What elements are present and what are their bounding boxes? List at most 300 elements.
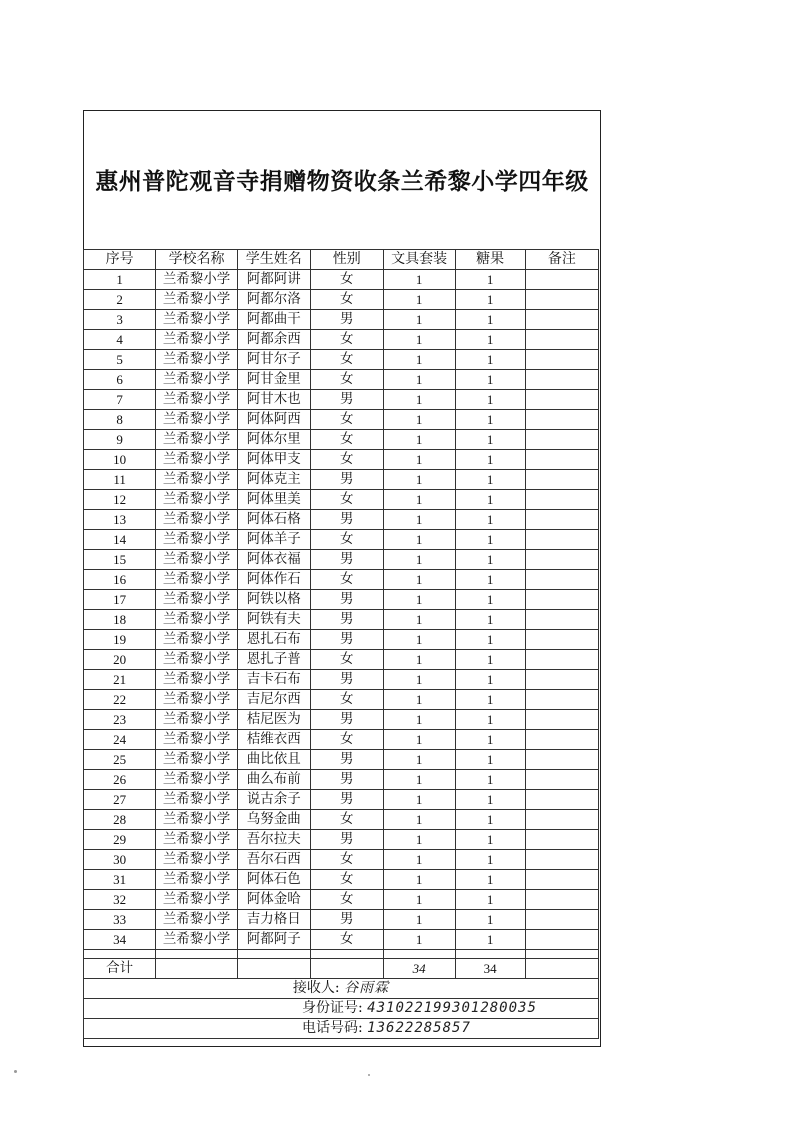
table-row <box>84 550 599 570</box>
notes <box>525 710 598 730</box>
gender: 女 <box>310 290 383 310</box>
row-index: 8 <box>84 410 156 430</box>
student-name: 吉尼尔西 <box>237 690 310 710</box>
student-name: 阿甘金里 <box>237 370 310 390</box>
col-header-notes: 备注 <box>525 250 598 270</box>
student-name: 乌努金曲 <box>237 810 310 830</box>
student-name: 吉卡石布 <box>237 670 310 690</box>
stationery-count: 1 <box>383 550 455 570</box>
notes <box>525 270 598 290</box>
stationery-count: 1 <box>383 590 455 610</box>
candy-count: 1 <box>455 690 525 710</box>
candy-count: 1 <box>455 610 525 630</box>
notes <box>525 630 598 650</box>
table-row <box>84 410 599 430</box>
table-row <box>84 850 599 870</box>
notes <box>525 850 598 870</box>
table-row <box>84 870 599 890</box>
stationery-count: 1 <box>383 770 455 790</box>
candy-count: 1 <box>455 290 525 310</box>
school-name: 兰希黎小学 <box>156 590 238 610</box>
student-name: 阿都余西 <box>237 330 310 350</box>
gender: 女 <box>310 450 383 470</box>
row-index: 7 <box>84 390 156 410</box>
table-row <box>84 290 599 310</box>
col-header-candy: 糖果 <box>455 250 525 270</box>
row-index: 28 <box>84 810 156 830</box>
table-row <box>84 610 599 630</box>
student-name: 阿都尔洛 <box>237 290 310 310</box>
stationery-count: 1 <box>383 730 455 750</box>
table-row <box>84 630 599 650</box>
table-row <box>84 390 599 410</box>
student-name: 吾尔石西 <box>237 850 310 870</box>
notes <box>525 350 598 370</box>
col-header-stationery: 文具套装 <box>383 250 455 270</box>
row-index: 20 <box>84 650 156 670</box>
notes <box>525 370 598 390</box>
stationery-count: 1 <box>383 870 455 890</box>
notes <box>525 450 598 470</box>
stationery-count: 1 <box>383 890 455 910</box>
stationery-count: 1 <box>383 410 455 430</box>
candy-count: 1 <box>455 790 525 810</box>
gender: 男 <box>310 910 383 930</box>
notes <box>525 610 598 630</box>
gender: 女 <box>310 870 383 890</box>
student-name: 曲比依且 <box>237 750 310 770</box>
school-name: 兰希黎小学 <box>156 930 238 950</box>
stationery-count: 1 <box>383 650 455 670</box>
school-name: 兰希黎小学 <box>156 370 238 390</box>
student-name: 曲么布前 <box>237 770 310 790</box>
school-name: 兰希黎小学 <box>156 870 238 890</box>
id-number-row <box>84 999 599 1019</box>
candy-count: 1 <box>455 770 525 790</box>
school-name: 兰希黎小学 <box>156 810 238 830</box>
notes <box>525 310 598 330</box>
row-index: 25 <box>84 750 156 770</box>
gender: 女 <box>310 330 383 350</box>
row-index: 30 <box>84 850 156 870</box>
stationery-count: 1 <box>383 710 455 730</box>
receiver-row <box>84 979 599 999</box>
notes <box>525 890 598 910</box>
total-stationery: 34 <box>383 959 455 979</box>
notes <box>525 470 598 490</box>
phone-row <box>84 1019 599 1039</box>
gender: 男 <box>310 550 383 570</box>
donation-table <box>83 249 599 1039</box>
id-number-value: 431022199301280035 <box>367 1000 537 1016</box>
gender: 女 <box>310 430 383 450</box>
table-row <box>84 590 599 610</box>
candy-count: 1 <box>455 310 525 330</box>
row-index: 15 <box>84 550 156 570</box>
table-row <box>84 370 599 390</box>
table-row <box>84 450 599 470</box>
row-index: 3 <box>84 310 156 330</box>
gender: 男 <box>310 510 383 530</box>
gender: 男 <box>310 310 383 330</box>
student-name: 阿铁有夫 <box>237 610 310 630</box>
notes <box>525 570 598 590</box>
student-name: 阿体羊子 <box>237 530 310 550</box>
notes <box>525 410 598 430</box>
notes <box>525 490 598 510</box>
table-row <box>84 650 599 670</box>
student-name: 桔尼医为 <box>237 710 310 730</box>
notes <box>525 830 598 850</box>
student-name: 阿体阿西 <box>237 410 310 430</box>
row-index: 12 <box>84 490 156 510</box>
stationery-count: 1 <box>383 670 455 690</box>
gender: 男 <box>310 770 383 790</box>
table-row <box>84 770 599 790</box>
student-name: 阿甘尔子 <box>237 350 310 370</box>
spacer-row <box>84 950 599 959</box>
gender: 男 <box>310 630 383 650</box>
stationery-count: 1 <box>383 530 455 550</box>
school-name: 兰希黎小学 <box>156 390 238 410</box>
gender: 男 <box>310 610 383 630</box>
stationery-count: 1 <box>383 570 455 590</box>
notes <box>525 430 598 450</box>
row-index: 29 <box>84 830 156 850</box>
document-title: 惠州普陀观音寺捐赠物资收条兰希黎小学四年级 <box>95 168 589 195</box>
total-candy: 34 <box>455 959 525 979</box>
header-row <box>84 250 599 270</box>
receiver-label: 接收人: <box>292 980 340 996</box>
row-index: 23 <box>84 710 156 730</box>
gender: 男 <box>310 470 383 490</box>
row-index: 2 <box>84 290 156 310</box>
row-index: 31 <box>84 870 156 890</box>
table-row <box>84 330 599 350</box>
school-name: 兰希黎小学 <box>156 650 238 670</box>
notes <box>525 810 598 830</box>
student-name: 阿甘木也 <box>237 390 310 410</box>
candy-count: 1 <box>455 670 525 690</box>
gender: 女 <box>310 930 383 950</box>
scan-speck <box>14 1070 17 1073</box>
student-name: 阿体金哈 <box>237 890 310 910</box>
candy-count: 1 <box>455 270 525 290</box>
candy-count: 1 <box>455 430 525 450</box>
gender: 女 <box>310 350 383 370</box>
school-name: 兰希黎小学 <box>156 890 238 910</box>
school-name: 兰希黎小学 <box>156 790 238 810</box>
gender: 男 <box>310 670 383 690</box>
candy-count: 1 <box>455 910 525 930</box>
notes <box>525 770 598 790</box>
student-name: 阿体作石 <box>237 570 310 590</box>
school-name: 兰希黎小学 <box>156 910 238 930</box>
candy-count: 1 <box>455 870 525 890</box>
school-name: 兰希黎小学 <box>156 290 238 310</box>
table-row <box>84 690 599 710</box>
school-name: 兰希黎小学 <box>156 730 238 750</box>
notes <box>525 290 598 310</box>
candy-count: 1 <box>455 730 525 750</box>
id-number-label: 身份证号: <box>302 1000 363 1016</box>
candy-count: 1 <box>455 470 525 490</box>
student-name: 阿体石格 <box>237 510 310 530</box>
student-name: 吾尔拉夫 <box>237 830 310 850</box>
student-name: 阿都阿讲 <box>237 270 310 290</box>
col-header-index: 序号 <box>84 250 156 270</box>
stationery-count: 1 <box>383 310 455 330</box>
school-name: 兰希黎小学 <box>156 270 238 290</box>
school-name: 兰希黎小学 <box>156 850 238 870</box>
school-name: 兰希黎小学 <box>156 350 238 370</box>
school-name: 兰希黎小学 <box>156 630 238 650</box>
row-index: 26 <box>84 770 156 790</box>
candy-count: 1 <box>455 890 525 910</box>
stationery-count: 1 <box>383 790 455 810</box>
stationery-count: 1 <box>383 910 455 930</box>
stationery-count: 1 <box>383 290 455 310</box>
notes <box>525 790 598 810</box>
row-index: 6 <box>84 370 156 390</box>
notes <box>525 530 598 550</box>
school-name: 兰希黎小学 <box>156 710 238 730</box>
school-name: 兰希黎小学 <box>156 330 238 350</box>
notes <box>525 390 598 410</box>
stationery-count: 1 <box>383 610 455 630</box>
school-name: 兰希黎小学 <box>156 430 238 450</box>
row-index: 1 <box>84 270 156 290</box>
student-name: 阿体衣福 <box>237 550 310 570</box>
candy-count: 1 <box>455 930 525 950</box>
school-name: 兰希黎小学 <box>156 310 238 330</box>
row-index: 13 <box>84 510 156 530</box>
stationery-count: 1 <box>383 810 455 830</box>
row-index: 5 <box>84 350 156 370</box>
stationery-count: 1 <box>383 450 455 470</box>
candy-count: 1 <box>455 850 525 870</box>
school-name: 兰希黎小学 <box>156 450 238 470</box>
table-row <box>84 490 599 510</box>
candy-count: 1 <box>455 710 525 730</box>
row-index: 11 <box>84 470 156 490</box>
table-row <box>84 270 599 290</box>
row-index: 22 <box>84 690 156 710</box>
candy-count: 1 <box>455 750 525 770</box>
table-row <box>84 350 599 370</box>
table-row <box>84 750 599 770</box>
notes <box>525 590 598 610</box>
student-name: 桔维衣西 <box>237 730 310 750</box>
student-name: 阿体尔里 <box>237 430 310 450</box>
candy-count: 1 <box>455 350 525 370</box>
stationery-count: 1 <box>383 330 455 350</box>
row-index: 32 <box>84 890 156 910</box>
candy-count: 1 <box>455 450 525 470</box>
candy-count: 1 <box>455 830 525 850</box>
candy-count: 1 <box>455 530 525 550</box>
student-name: 阿都阿子 <box>237 930 310 950</box>
student-name: 恩扎石布 <box>237 630 310 650</box>
gender: 女 <box>310 270 383 290</box>
gender: 女 <box>310 850 383 870</box>
gender: 女 <box>310 490 383 510</box>
school-name: 兰希黎小学 <box>156 470 238 490</box>
total-label: 合计 <box>84 959 156 979</box>
candy-count: 1 <box>455 630 525 650</box>
notes <box>525 650 598 670</box>
stationery-count: 1 <box>383 470 455 490</box>
row-index: 16 <box>84 570 156 590</box>
stationery-count: 1 <box>383 690 455 710</box>
student-name: 阿体克主 <box>237 470 310 490</box>
notes <box>525 690 598 710</box>
table-row <box>84 790 599 810</box>
row-index: 34 <box>84 930 156 950</box>
gender: 男 <box>310 390 383 410</box>
table-row <box>84 810 599 830</box>
student-name: 阿体里美 <box>237 490 310 510</box>
row-index: 21 <box>84 670 156 690</box>
row-index: 24 <box>84 730 156 750</box>
student-name: 阿体石色 <box>237 870 310 890</box>
gender: 男 <box>310 710 383 730</box>
row-index: 27 <box>84 790 156 810</box>
school-name: 兰希黎小学 <box>156 830 238 850</box>
school-name: 兰希黎小学 <box>156 490 238 510</box>
stationery-count: 1 <box>383 370 455 390</box>
table-row <box>84 430 599 450</box>
table-row <box>84 710 599 730</box>
candy-count: 1 <box>455 390 525 410</box>
stationery-count: 1 <box>383 930 455 950</box>
candy-count: 1 <box>455 410 525 430</box>
stationery-count: 1 <box>383 630 455 650</box>
table-row <box>84 910 599 930</box>
gender: 女 <box>310 810 383 830</box>
stationery-count: 1 <box>383 850 455 870</box>
row-index: 10 <box>84 450 156 470</box>
table-row <box>84 890 599 910</box>
col-header-student: 学生姓名 <box>237 250 310 270</box>
candy-count: 1 <box>455 490 525 510</box>
notes <box>525 730 598 750</box>
gender: 女 <box>310 530 383 550</box>
table-body <box>84 270 599 950</box>
notes <box>525 930 598 950</box>
school-name: 兰希黎小学 <box>156 530 238 550</box>
stationery-count: 1 <box>383 750 455 770</box>
row-index: 33 <box>84 910 156 930</box>
scan-speck <box>368 1074 370 1076</box>
school-name: 兰希黎小学 <box>156 750 238 770</box>
notes <box>525 670 598 690</box>
stationery-count: 1 <box>383 390 455 410</box>
row-index: 4 <box>84 330 156 350</box>
table-row <box>84 730 599 750</box>
school-name: 兰希黎小学 <box>156 770 238 790</box>
candy-count: 1 <box>455 550 525 570</box>
stationery-count: 1 <box>383 430 455 450</box>
student-name: 阿体甲支 <box>237 450 310 470</box>
row-index: 19 <box>84 630 156 650</box>
phone-label: 电话号码: <box>302 1020 363 1036</box>
receipt-sheet <box>83 110 601 1047</box>
row-index: 17 <box>84 590 156 610</box>
school-name: 兰希黎小学 <box>156 690 238 710</box>
gender: 男 <box>310 830 383 850</box>
row-index: 14 <box>84 530 156 550</box>
stationery-count: 1 <box>383 270 455 290</box>
gender: 女 <box>310 730 383 750</box>
phone-value: 13622285857 <box>367 1020 471 1036</box>
candy-count: 1 <box>455 650 525 670</box>
gender: 女 <box>310 650 383 670</box>
candy-count: 1 <box>455 370 525 390</box>
notes <box>525 550 598 570</box>
gender: 男 <box>310 590 383 610</box>
gender: 女 <box>310 890 383 910</box>
notes <box>525 510 598 530</box>
school-name: 兰希黎小学 <box>156 510 238 530</box>
gender: 女 <box>310 690 383 710</box>
table-row <box>84 670 599 690</box>
candy-count: 1 <box>455 810 525 830</box>
stationery-count: 1 <box>383 490 455 510</box>
table-row <box>84 930 599 950</box>
gender: 男 <box>310 750 383 770</box>
row-index: 18 <box>84 610 156 630</box>
table-row <box>84 310 599 330</box>
notes <box>525 910 598 930</box>
school-name: 兰希黎小学 <box>156 410 238 430</box>
col-header-gender: 性别 <box>310 250 383 270</box>
school-name: 兰希黎小学 <box>156 670 238 690</box>
table-row <box>84 830 599 850</box>
col-header-school: 学校名称 <box>156 250 238 270</box>
candy-count: 1 <box>455 570 525 590</box>
candy-count: 1 <box>455 510 525 530</box>
gender: 女 <box>310 410 383 430</box>
student-name: 阿铁以格 <box>237 590 310 610</box>
school-name: 兰希黎小学 <box>156 610 238 630</box>
receiver-signature: 谷雨霖 <box>344 980 390 996</box>
table-row <box>84 530 599 550</box>
school-name: 兰希黎小学 <box>156 550 238 570</box>
notes <box>525 330 598 350</box>
student-name: 说古余子 <box>237 790 310 810</box>
gender: 女 <box>310 570 383 590</box>
table-row <box>84 570 599 590</box>
candy-count: 1 <box>455 590 525 610</box>
student-name: 恩扎子普 <box>237 650 310 670</box>
gender: 男 <box>310 790 383 810</box>
student-name: 吉力格日 <box>237 910 310 930</box>
stationery-count: 1 <box>383 510 455 530</box>
row-index: 9 <box>84 430 156 450</box>
table-row <box>84 510 599 530</box>
school-name: 兰希黎小学 <box>156 570 238 590</box>
table-row <box>84 470 599 490</box>
gender: 女 <box>310 370 383 390</box>
notes <box>525 870 598 890</box>
notes <box>525 750 598 770</box>
student-name: 阿都曲干 <box>237 310 310 330</box>
stationery-count: 1 <box>383 350 455 370</box>
candy-count: 1 <box>455 330 525 350</box>
stationery-count: 1 <box>383 830 455 850</box>
total-row <box>84 959 599 979</box>
